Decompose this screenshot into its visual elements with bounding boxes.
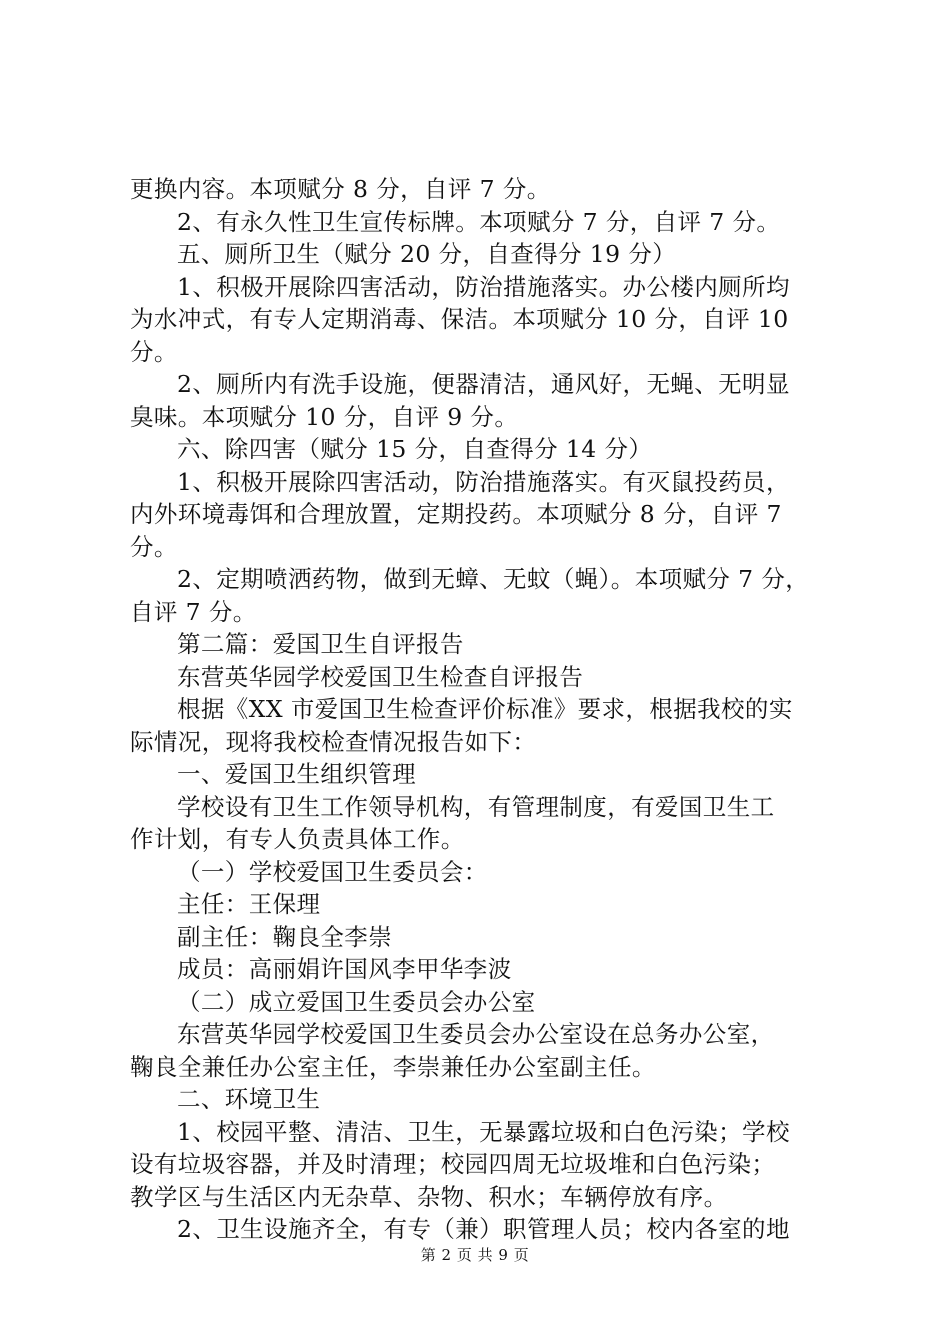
text-line: 2、厕所内有洗手设施，便器清洁，通风好，无蝇、无明显	[177, 370, 790, 398]
text-line: 成员：高丽娟许国风李甲华李波	[177, 955, 512, 983]
text-line: 1、积极开展除四害活动，防治措施落实。有灭鼠投药员，	[177, 467, 790, 496]
page-footer: 第 2 页 共 9 页	[420, 1246, 530, 1264]
text-line: 臭味。本项赋分 10 分，自评 9 分。	[130, 402, 519, 431]
document-body	[130, 173, 830, 1246]
text-line: 分。	[130, 532, 178, 561]
text-line: 设有垃圾容器，并及时清理；校园四周无垃圾堆和白色污染；	[130, 1150, 776, 1178]
text-line: 鞠良全兼任办公室主任，李崇兼任办公室副主任。	[130, 1052, 656, 1081]
text-line: 东营英华园学校爱国卫生检查自评报告	[177, 662, 584, 691]
text-line: 2、卫生设施齐全，有专（兼）职管理人员；校内各室的地	[177, 1215, 790, 1243]
text-line: 为水冲式，有专人定期消毒、保洁。本项赋分 10 分，自评 10	[130, 305, 789, 333]
text-line: 内外环境毒饵和合理放置，定期投药。本项赋分 8 分，自评 7	[130, 500, 782, 528]
text-line: 五、厕所卫生（赋分 20 分，自查得分 19 分）	[177, 240, 677, 268]
text-line: 1、校园平整、清洁、卫生，无暴露垃圾和白色污染；学校	[177, 1117, 790, 1146]
text-line: 2、定期喷洒药物，做到无蟑、无蚊（蝇）。本项赋分 7 分，	[177, 565, 810, 593]
text-line: 第二篇：爱国卫生自评报告	[177, 630, 464, 658]
text-line: （一）学校爱国卫生委员会：	[177, 857, 488, 886]
text-line: 学校设有卫生工作领导机构，有管理制度，有爱国卫生工	[177, 792, 775, 821]
text-line: （二）成立爱国卫生委员会办公室	[177, 987, 536, 1016]
text-line: 1、积极开展除四害活动，防治措施落实。办公楼内厕所均	[177, 272, 790, 301]
text-line: 主任：王保理	[177, 890, 321, 918]
text-line: 东营英华园学校爱国卫生委员会办公室设在总务办公室，	[177, 1020, 775, 1048]
text-line: 一、爱国卫生组织管理	[177, 760, 416, 788]
text-line: 际情况，现将我校检查情况报告如下：	[130, 727, 537, 756]
text-line: 二、环境卫生	[177, 1085, 321, 1113]
text-line: 更换内容。本项赋分 8 分，自评 7 分。	[130, 175, 551, 203]
text-line: 分。	[130, 337, 178, 366]
text-line: 自评 7 分。	[130, 597, 257, 626]
text-line: 教学区与生活区内无杂草、杂物、积水；车辆停放有序。	[130, 1182, 728, 1211]
text-line: 根据《XX 市爱国卫生检查评价标准》要求，根据我校的实	[177, 695, 793, 723]
text-line: 副主任：鞠良全李崇	[177, 922, 393, 951]
text-line: 2、有永久性卫生宣传标牌。本项赋分 7 分，自评 7 分。	[177, 207, 781, 236]
text-line: 作计划，有专人负责具体工作。	[130, 825, 465, 853]
text-line: 六、除四害（赋分 15 分，自查得分 14 分）	[177, 435, 653, 463]
